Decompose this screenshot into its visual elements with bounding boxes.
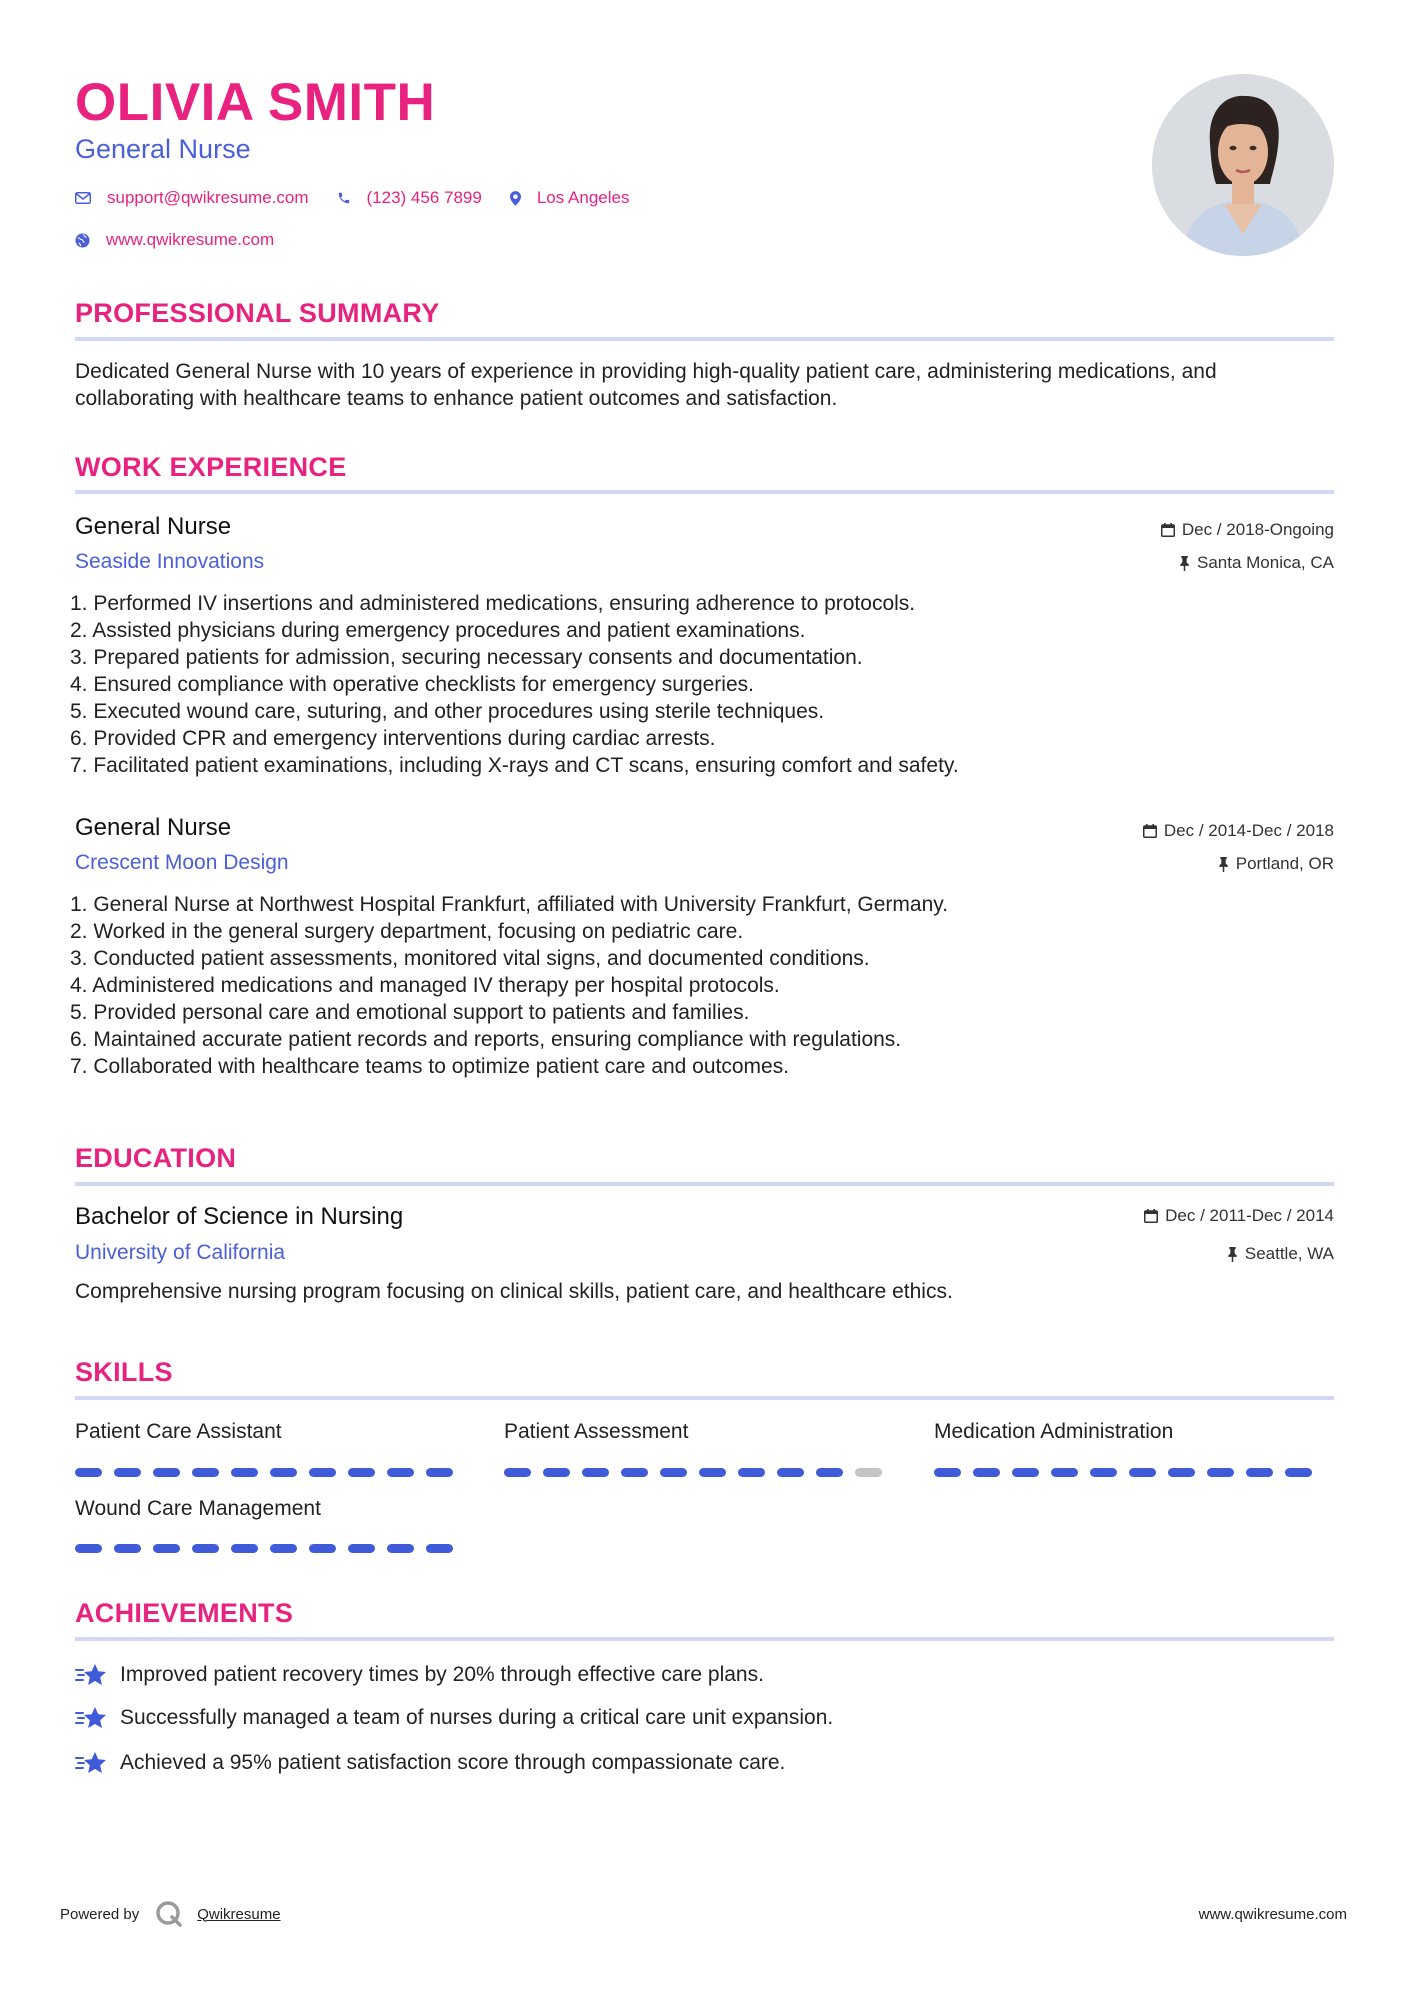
skill-dash-filled [1051,1468,1078,1477]
education-location-text: Seattle, WA [1244,1244,1334,1263]
education-heading: EDUCATION [75,1143,237,1173]
skill-label: Patient Care Assistant [75,1420,282,1443]
skill-dash-filled [582,1468,609,1477]
skill-dash-filled [153,1544,180,1553]
phone-icon [337,191,351,205]
phone-text: (123) 456 7899 [366,188,482,207]
company-name: Crescent Moon Design [75,851,289,874]
pushpin-icon [1218,857,1229,872]
list-item: 1. Performed IV insertions and administered medications, ensuring adherence to protocols. [70,592,916,615]
section-divider [75,490,1334,494]
list-item: 6. Provided CPR and emergency interventions during cardiac arrests. [70,727,716,750]
job-location [1179,553,1334,573]
section-divider [75,1396,1334,1400]
section-divider [75,1182,1334,1186]
skill-label: Patient Assessment [504,1420,689,1443]
skill-label: Medication Administration [934,1420,1174,1443]
calendar-icon [1161,523,1175,537]
job-dates-text: Dec / 2014-Dec / 2018 [1163,821,1334,840]
company-name: Seaside Innovations [75,550,265,573]
footer-site-link[interactable]: www.qwikresume.com [1198,1906,1347,1923]
education-dates [1144,1206,1334,1226]
list-item: 7. Facilitated patient examinations, including X-rays and CT scans, ensuring comfort and safety. [70,754,959,777]
skill-dash-filled [1129,1468,1156,1477]
calendar-icon [1143,824,1157,838]
achievement-text: Improved patient recovery times by 20% through effective care plans. [120,1663,764,1686]
skill-dash-filled [270,1544,297,1553]
skill-dash-filled [621,1468,648,1477]
skill-dash-filled [973,1468,1000,1477]
skill-dash-filled [309,1468,336,1477]
candidate-role: General Nurse [75,134,251,164]
skill-dash-filled [348,1468,375,1477]
skill-dash-filled [504,1468,531,1477]
location-text: Los Angeles [536,188,630,207]
qwikresume-logo-icon [155,1900,183,1928]
list-item: 4. Ensured compliance with operative checklists for emergency surgeries. [70,673,754,696]
summary-heading: PROFESSIONAL SUMMARY [75,298,440,328]
job-bullets [70,590,1330,779]
website-text: www.qwikresume.com [106,230,275,249]
star-icon [75,1750,108,1776]
skill-dash-filled [348,1544,375,1553]
list-item: 1. General Nurse at Northwest Hospital Frankfurt, affiliated with University Frankfurt, Germany. [70,893,949,916]
skill-dash-filled [153,1468,180,1477]
skill-dash-filled [816,1468,843,1477]
achievement-item [75,1705,833,1731]
star-icon [75,1662,108,1688]
skill-dash-filled [387,1544,414,1553]
skill-dash-filled [699,1468,726,1477]
skill-rating [75,1544,465,1553]
job-location-text: Santa Monica, CA [1196,553,1334,572]
experience-heading: WORK EXPERIENCE [75,452,347,482]
skill-dash-filled [426,1468,453,1477]
skill-dash-filled [543,1468,570,1477]
achievement-text: Successfully managed a team of nurses during a critical care unit expansion. [120,1706,834,1729]
email-text: support@qwikresume.com [107,188,309,207]
skill-dash-filled [1090,1468,1117,1477]
contact-row [75,188,657,208]
list-item: 3. Prepared patients for admission, securing necessary consents and documentation. [70,646,863,669]
phone-item[interactable] [337,188,482,208]
job-dates [1161,520,1334,540]
skill-dash-filled [1168,1468,1195,1477]
skill-dash-filled [231,1544,258,1553]
achievement-item [75,1662,764,1688]
email-item[interactable] [75,188,309,208]
pushpin-icon [1179,556,1190,571]
skill-dash-filled [660,1468,687,1477]
list-item: 6. Maintained accurate patient records and reports, ensuring compliance with regulations. [70,1028,902,1051]
skill-rating [934,1468,1324,1477]
skill-dash-filled [1246,1468,1273,1477]
education-location [1227,1244,1334,1264]
skill-rating [75,1468,465,1477]
list-item: 5. Provided personal care and emotional support to patients and families. [70,1001,750,1024]
candidate-name: OLIVIA SMITH [75,73,436,132]
skill-dash-filled [934,1468,961,1477]
globe-icon [75,233,90,248]
job-bullets [70,891,1330,1080]
achievement-item [75,1750,785,1776]
list-item: 3. Conducted patient assessments, monitored vital signs, and documented conditions. [70,947,870,970]
skill-dash-filled [426,1544,453,1553]
skill-dash-filled [309,1544,336,1553]
achievements-heading: ACHIEVEMENTS [75,1598,294,1628]
skill-dash-empty [855,1468,882,1477]
skills-heading: SKILLS [75,1357,173,1387]
skill-rating [504,1468,894,1477]
achievement-text: Achieved a 95% patient satisfaction score through compassionate care. [120,1751,786,1774]
location-item [510,188,630,208]
job-dates [1143,821,1334,841]
profile-photo [1152,74,1334,256]
section-divider [75,1637,1334,1641]
website-item[interactable] [75,230,274,250]
skill-dash-filled [1012,1468,1039,1477]
contact-row-2 [75,230,302,250]
section-divider [75,337,1334,341]
skill-dash-filled [738,1468,765,1477]
pushpin-icon [1227,1247,1238,1262]
brand-link[interactable]: Qwikresume [197,1905,281,1923]
skill-dash-filled [777,1468,804,1477]
list-item: 2. Assisted physicians during emergency procedures and patient examinations. [70,619,806,642]
skill-dash-filled [75,1468,102,1477]
list-item: 5. Executed wound care, suturing, and other procedures using sterile techniques. [70,700,825,723]
job-location [1218,854,1334,874]
skill-dash-filled [192,1544,219,1553]
degree-title: Bachelor of Science in Nursing [75,1203,404,1230]
skill-dash-filled [270,1468,297,1477]
summary-text: Dedicated General Nurse with 10 years of experience in providing high-quality patient care, administering medications, and collaborating with healthcare teams to enhance patient outcomes and satisfaction. [75,360,1217,410]
skill-dash-filled [114,1544,141,1553]
job-title: General Nurse [75,513,232,540]
star-icon [75,1705,108,1731]
list-item: 2. Worked in the general surgery department, focusing on pediatric care. [70,920,744,943]
job-title: General Nurse [75,814,232,841]
school-name: University of California [75,1241,286,1264]
education-description: Comprehensive nursing program focusing on clinical skills, patient care, and healthcare ethics. [75,1280,953,1303]
list-item: 4. Administered medications and managed IV therapy per hospital protocols. [70,974,780,997]
skill-dash-filled [387,1468,414,1477]
skill-dash-filled [231,1468,258,1477]
skill-dash-filled [192,1468,219,1477]
job-dates-text: Dec / 2018-Ongoing [1181,520,1334,539]
calendar-icon [1144,1209,1158,1223]
map-pin-icon [510,191,521,206]
envelope-icon [75,192,91,204]
skill-dash-filled [114,1468,141,1477]
powered-by-text: Powered by [60,1905,140,1923]
skill-label: Wound Care Management [75,1497,321,1520]
skill-dash-filled [1207,1468,1234,1477]
skill-dash-filled [1285,1468,1312,1477]
footer-powered-by [60,1900,281,1928]
list-item: 7. Collaborated with healthcare teams to optimize patient care and outcomes. [70,1055,790,1078]
job-location-text: Portland, OR [1235,854,1334,873]
skill-dash-filled [75,1544,102,1553]
education-dates-text: Dec / 2011-Dec / 2014 [1165,1206,1334,1225]
